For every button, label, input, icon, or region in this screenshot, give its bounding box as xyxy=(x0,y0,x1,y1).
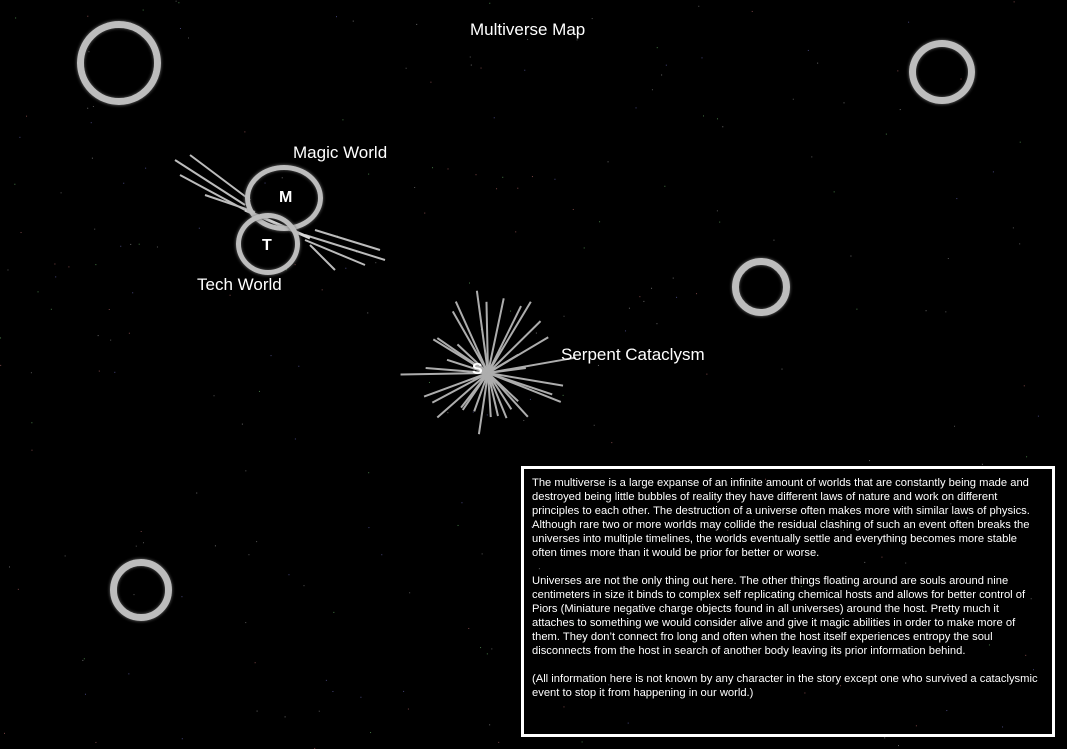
star xyxy=(651,288,652,289)
star xyxy=(92,158,93,159)
star xyxy=(15,17,16,18)
star xyxy=(636,107,637,108)
star xyxy=(461,502,462,503)
star xyxy=(31,372,32,373)
star xyxy=(701,57,702,58)
star xyxy=(82,660,83,661)
star xyxy=(489,724,490,725)
star xyxy=(639,296,640,297)
star xyxy=(448,168,449,169)
star xyxy=(1013,227,1014,228)
star xyxy=(370,732,371,733)
star xyxy=(657,47,658,48)
star xyxy=(128,673,129,674)
star xyxy=(582,741,583,742)
star xyxy=(592,18,593,19)
star xyxy=(717,210,718,211)
star xyxy=(31,450,32,451)
star xyxy=(886,134,887,135)
star xyxy=(360,697,361,698)
star xyxy=(752,11,753,12)
star xyxy=(502,177,503,178)
star xyxy=(515,231,516,232)
star xyxy=(573,209,574,210)
star xyxy=(298,366,299,367)
universe-bubble xyxy=(732,258,790,316)
star xyxy=(598,365,599,366)
star xyxy=(248,554,249,555)
star xyxy=(145,168,146,169)
star xyxy=(524,70,525,71)
magic-world-label: Magic World xyxy=(293,143,388,162)
star xyxy=(1014,1,1015,2)
star xyxy=(926,310,927,311)
star xyxy=(482,553,483,554)
star xyxy=(487,653,488,654)
star xyxy=(599,221,600,222)
star xyxy=(143,542,144,543)
cataclysm-burst-icon xyxy=(398,283,578,463)
star xyxy=(181,596,182,597)
star xyxy=(781,369,782,370)
star xyxy=(773,240,774,241)
star xyxy=(458,525,459,526)
star xyxy=(948,258,949,259)
star xyxy=(123,183,124,184)
star xyxy=(1026,456,1027,457)
star xyxy=(834,191,835,192)
star xyxy=(673,278,674,279)
star xyxy=(1038,416,1039,417)
star xyxy=(85,694,86,695)
star xyxy=(182,738,183,739)
star xyxy=(257,711,258,712)
star xyxy=(884,737,885,738)
star xyxy=(494,117,495,118)
star xyxy=(38,291,39,292)
star xyxy=(584,247,585,248)
star xyxy=(416,24,417,25)
star xyxy=(65,555,66,556)
star xyxy=(661,74,662,75)
star xyxy=(982,464,983,465)
tech-world-marker: T xyxy=(262,237,272,254)
star xyxy=(255,662,256,663)
star xyxy=(157,246,158,247)
star xyxy=(271,355,272,356)
map-title: Multiverse Map xyxy=(470,20,586,39)
star xyxy=(55,276,56,277)
star xyxy=(517,188,518,189)
star xyxy=(95,264,96,265)
star xyxy=(1019,243,1020,244)
star xyxy=(332,691,333,692)
star xyxy=(303,585,304,586)
tech-world-label: Tech World xyxy=(197,275,282,294)
star xyxy=(703,115,704,116)
star xyxy=(424,213,425,214)
star xyxy=(91,122,92,123)
star xyxy=(120,246,121,247)
star xyxy=(408,709,409,710)
star xyxy=(68,266,69,267)
star xyxy=(554,179,555,180)
star xyxy=(470,57,471,58)
star xyxy=(869,460,870,461)
star xyxy=(180,28,181,29)
star xyxy=(87,108,88,109)
star xyxy=(21,232,22,233)
star xyxy=(532,176,533,177)
magic-world-marker: M xyxy=(279,189,293,206)
star xyxy=(215,545,216,546)
star xyxy=(409,592,410,593)
star xyxy=(110,340,111,341)
star xyxy=(722,126,723,127)
serpent-cataclysm-label: Serpent Cataclysm xyxy=(561,345,705,364)
serpent-cataclysm-marker: S xyxy=(472,361,483,378)
star xyxy=(954,426,955,427)
star xyxy=(14,184,15,185)
star xyxy=(368,527,369,528)
star xyxy=(256,541,257,542)
star xyxy=(94,229,95,230)
star xyxy=(471,65,472,66)
star xyxy=(993,171,994,172)
star xyxy=(259,391,260,392)
star xyxy=(99,371,100,372)
star xyxy=(1024,385,1025,386)
star xyxy=(908,22,909,23)
universe-bubble xyxy=(110,559,172,621)
star xyxy=(844,102,845,103)
star xyxy=(87,16,88,17)
star xyxy=(897,70,898,71)
star xyxy=(956,198,957,199)
star xyxy=(706,374,707,375)
star xyxy=(245,470,246,471)
star xyxy=(850,256,851,257)
star xyxy=(31,422,32,423)
star xyxy=(664,186,665,187)
star xyxy=(188,38,189,39)
star xyxy=(403,691,404,692)
star xyxy=(18,589,19,590)
star xyxy=(643,301,644,302)
star xyxy=(625,330,626,331)
info-box xyxy=(521,466,1055,737)
star xyxy=(368,472,369,473)
star xyxy=(141,531,142,532)
star xyxy=(129,333,130,334)
star xyxy=(481,68,482,69)
info-paragraph: Universes are not the only thing out here. The other things floating around are souls around nine centimeters in size it binds to complex self replicating chemical hosts and allows for better control of Piors (Miniature negative charge objects found in all universes) around the host. Pretty much it attaches to something we would consider alive and give it magic abilities in order to make more of them. They don’t connect fro long and often when the host itself experiences entropy the soul disconnects from the host in search of another body leaving its prior information behind. xyxy=(532,575,1026,657)
star xyxy=(353,21,354,22)
star xyxy=(136,546,137,547)
star xyxy=(326,680,327,681)
star xyxy=(480,647,481,648)
star xyxy=(608,161,609,162)
star xyxy=(132,292,133,293)
star xyxy=(432,167,433,168)
star xyxy=(652,89,653,90)
star xyxy=(696,293,697,294)
star xyxy=(811,156,812,157)
star xyxy=(242,424,243,425)
star xyxy=(54,264,55,265)
info-paragraph: (All information here is not known by any character in the story except one who survived a cataclysmic event to stop it from happening in our world.) xyxy=(532,673,1038,699)
star xyxy=(139,244,140,245)
star xyxy=(900,109,901,110)
star xyxy=(0,365,1,366)
star xyxy=(430,82,431,83)
star xyxy=(95,742,96,743)
star xyxy=(114,372,115,373)
star xyxy=(898,745,899,746)
star xyxy=(196,493,197,494)
star xyxy=(322,289,323,290)
star xyxy=(594,425,595,426)
star xyxy=(367,312,368,313)
star xyxy=(498,742,499,743)
star xyxy=(288,574,289,575)
star xyxy=(130,244,131,245)
star xyxy=(468,628,469,629)
star xyxy=(476,174,477,175)
star xyxy=(793,99,794,100)
universe-bubble xyxy=(909,40,975,104)
star xyxy=(717,118,718,119)
info-paragraph: The multiverse is a large expanse of an infinite amount of worlds that are constantly being made and destroyed being little bubbles of reality they have different laws of nature and work on different principles to each other. The destruction of a universe often makes more with similar laws of physics. Although rare two or more worlds may collide the residual clashing of such an event often breaks the universes into multiple timelines, the worlds eventually settle and everything becomes more stable often times more than it would be prior for better or worse. xyxy=(532,477,1030,559)
star xyxy=(51,309,52,310)
star xyxy=(333,612,334,613)
star xyxy=(19,137,20,138)
star xyxy=(109,309,110,310)
star xyxy=(176,1,177,2)
star xyxy=(319,711,320,712)
star xyxy=(629,308,630,309)
star xyxy=(342,119,343,120)
star xyxy=(611,442,612,443)
star xyxy=(7,269,8,270)
star xyxy=(0,337,1,338)
star xyxy=(93,106,94,107)
star xyxy=(336,16,337,17)
star xyxy=(808,50,809,51)
star xyxy=(244,131,245,132)
universe-bubble xyxy=(77,21,161,105)
star xyxy=(496,188,497,189)
star xyxy=(489,3,490,4)
star xyxy=(285,716,286,717)
star xyxy=(656,323,657,324)
star xyxy=(381,554,382,555)
star xyxy=(817,63,818,64)
star xyxy=(719,222,720,223)
star xyxy=(698,6,699,7)
star xyxy=(9,566,10,567)
star xyxy=(295,438,296,439)
star xyxy=(84,658,85,659)
star xyxy=(98,335,99,336)
star xyxy=(666,65,667,66)
star xyxy=(143,10,144,11)
star xyxy=(214,395,215,396)
star xyxy=(945,311,946,312)
star xyxy=(414,187,415,188)
star xyxy=(178,2,179,3)
star xyxy=(245,622,246,623)
star xyxy=(406,68,407,69)
star xyxy=(1020,142,1021,143)
star xyxy=(26,116,27,117)
star xyxy=(491,648,492,649)
star xyxy=(856,309,857,310)
star xyxy=(676,297,677,298)
star xyxy=(4,733,5,734)
star xyxy=(61,192,62,193)
